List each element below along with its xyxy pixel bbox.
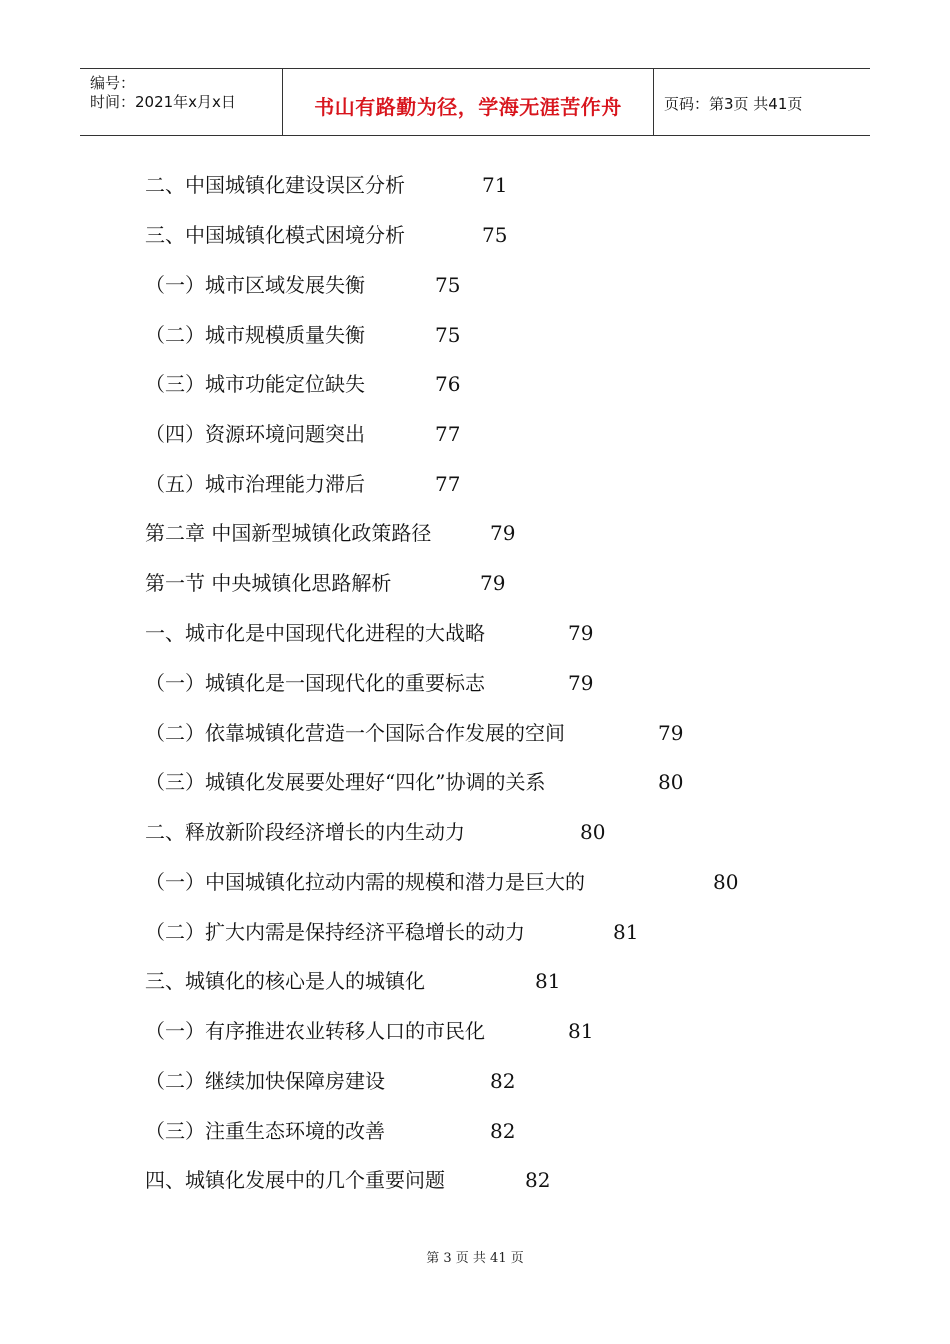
toc-entry — [145, 1066, 530, 1096]
toc-entry — [145, 618, 608, 648]
toc-entry-page-number: 79 — [658, 721, 684, 745]
toc-entry — [145, 767, 698, 797]
toc-entry-title: 二、释放新阶段经济增长的内生动力 — [145, 820, 465, 844]
toc-entry — [145, 668, 608, 698]
toc-entry-page-number: 81 — [568, 1019, 594, 1043]
toc-entry-title: （二）依靠城镇化营造一个国际合作发展的空间 — [145, 721, 565, 745]
toc-entry — [145, 817, 620, 847]
toc-entry-page-number: 79 — [490, 521, 516, 545]
toc-entry-page-number: 77 — [435, 472, 461, 496]
toc-entry-title: （一）城市区域发展失衡 — [145, 273, 365, 297]
toc-entry-title: 三、城镇化的核心是人的城镇化 — [145, 969, 425, 993]
toc-entry-page-number: 79 — [568, 621, 594, 645]
toc-entry — [145, 1116, 530, 1146]
toc-entry-title: 四、城镇化发展中的几个重要问题 — [145, 1168, 445, 1192]
toc-entry — [145, 469, 475, 499]
toc-entry — [145, 369, 475, 399]
toc-entry-page-number: 75 — [482, 223, 508, 247]
toc-entry — [145, 1016, 608, 1046]
motto-text: 书山有路勤为径，学海无涯苦作舟 — [314, 95, 622, 119]
date-line: 时间：2021年x月x日 — [90, 93, 236, 111]
toc-entry — [145, 320, 475, 350]
toc-entry-page-number: 82 — [490, 1119, 516, 1143]
toc-entry-title: （一）中国城镇化拉动内需的规模和潜力是巨大的 — [145, 870, 585, 894]
toc-entry-title: （五）城市治理能力滞后 — [145, 472, 365, 496]
toc-entry-title: （三）注重生态环境的改善 — [145, 1119, 385, 1143]
toc-entry-title: （一）有序推进农业转移人口的市民化 — [145, 1019, 485, 1043]
toc-entry — [145, 220, 522, 250]
serial-label: 编号： — [90, 74, 136, 92]
toc-entry-page-number: 81 — [535, 969, 561, 993]
toc-entry-title: 第二章 中国新型城镇化政策路径 — [145, 521, 432, 545]
header-meta-cell — [80, 69, 282, 135]
toc-entry-title: （三）城镇化发展要处理好“四化”协调的关系 — [145, 770, 546, 794]
toc-entry-page-number: 81 — [613, 920, 639, 944]
toc-entry-title: 三、中国城镇化模式困境分析 — [145, 223, 405, 247]
toc-entry-title: （三）城市功能定位缺失 — [145, 372, 365, 396]
toc-entry-title: （一）城镇化是一国现代化的重要标志 — [145, 671, 485, 695]
toc-entry — [145, 170, 522, 200]
toc-entry-page-number: 80 — [658, 770, 684, 794]
page-info: 页码：第3页 共41页 — [664, 95, 803, 113]
toc-entry-title: （二）继续加快保障房建设 — [145, 1069, 385, 1093]
toc-entry — [145, 718, 698, 748]
toc-entry — [145, 270, 475, 300]
toc-entry-title: （二）扩大内需是保持经济平稳增长的动力 — [145, 920, 525, 944]
toc-entry-page-number: 75 — [435, 273, 461, 297]
toc-entry-page-number: 71 — [482, 173, 508, 197]
page-footer: 第 3 页 共 41 页 — [426, 1251, 524, 1266]
toc-entry-page-number: 77 — [435, 422, 461, 446]
toc-entry-page-number: 76 — [435, 372, 461, 396]
toc-entry-page-number: 80 — [580, 820, 606, 844]
toc-entry — [145, 518, 530, 548]
header-motto-cell — [282, 69, 654, 135]
toc-entry-title: （二）城市规模质量失衡 — [145, 323, 365, 347]
toc-entry — [145, 966, 575, 996]
toc-entry-title: 第一节 中央城镇化思路解析 — [145, 571, 392, 595]
toc-entry-page-number: 75 — [435, 323, 461, 347]
toc-entry-page-number: 79 — [568, 671, 594, 695]
toc-entry-title: （四）资源环境问题突出 — [145, 422, 365, 446]
toc-entry-page-number: 82 — [525, 1168, 551, 1192]
toc-entry-title: 二、中国城镇化建设误区分析 — [145, 173, 405, 197]
toc-entry — [145, 568, 520, 598]
toc-entry-title: 一、城市化是中国现代化进程的大战略 — [145, 621, 485, 645]
toc-entry-page-number: 80 — [713, 870, 739, 894]
toc-entry — [145, 917, 653, 947]
toc-entry-page-number: 79 — [480, 571, 506, 595]
header-page-cell — [654, 69, 870, 135]
toc-entry — [145, 867, 753, 897]
toc-entry — [145, 1165, 565, 1195]
toc-entry — [145, 419, 475, 449]
toc-entry-page-number: 82 — [490, 1069, 516, 1093]
page-header — [80, 68, 870, 136]
